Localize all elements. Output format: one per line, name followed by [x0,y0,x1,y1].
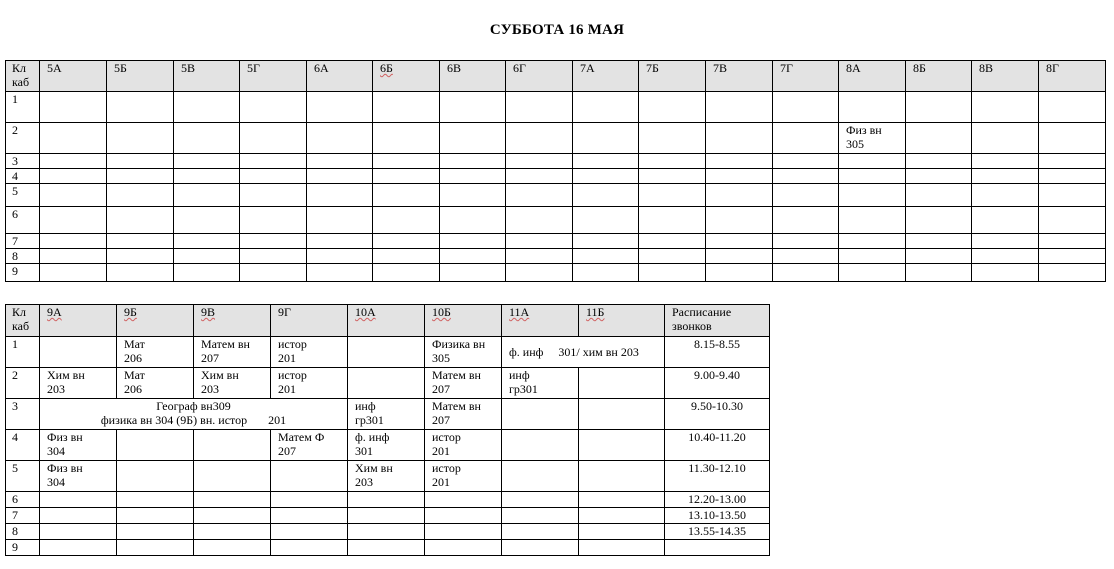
table-row [6,524,770,540]
table-cell [706,249,773,264]
column-header-9g: 9Г [271,305,348,337]
column-header-9: 7Б [639,61,706,92]
column-header-label: 11Б [586,305,605,319]
table-cell [174,234,240,249]
table-cell [1039,249,1106,264]
table-cell [40,207,107,234]
corner-cell: Кл каб [6,61,40,92]
cell-11b [579,368,665,399]
table-cell [573,123,639,154]
table-cell [706,264,773,282]
table-cell [573,154,639,169]
table-cell [506,207,573,234]
table-cell [906,207,972,234]
cell-10b: Матем вн 207 [425,368,502,399]
cell-9g [271,540,348,556]
table-cell [506,169,573,184]
schedule-table-grades-5-8-body [6,61,1106,282]
column-header-4: 6А [307,61,373,92]
cell-9g: истор 201 [271,368,348,399]
column-header-10b [425,305,502,337]
bell-time: 12.20-13.00 [665,492,770,508]
cell-11a [502,540,579,556]
table-cell [40,184,107,207]
table-cell [639,92,706,123]
table-cell [307,123,373,154]
table-cell [706,169,773,184]
table-row [6,264,1106,282]
table-cell [240,264,307,282]
column-header-10a [348,305,425,337]
table-cell [773,123,839,154]
table-cell [906,169,972,184]
cell-10b [425,508,502,524]
cell-11a [502,430,579,461]
table-cell [373,264,440,282]
column-header-label: 10Б [432,305,451,319]
cell-11b [579,524,665,540]
table-cell [972,234,1039,249]
row-number: 9 [6,540,40,556]
table-row [6,123,1106,154]
cell-9a: Хим вн 203 [40,368,117,399]
table-cell [107,249,174,264]
column-header-10: 7В [706,61,773,92]
row-number: 2 [6,368,40,399]
table-cell [639,123,706,154]
table-cell [373,207,440,234]
table-row [6,207,1106,234]
column-header-7: 6Г [506,61,573,92]
table-cell [440,154,506,169]
table-cell [1039,123,1106,154]
column-header-12: 8А [839,61,906,92]
column-header-11a [502,305,579,337]
bell-time: 13.55-14.35 [665,524,770,540]
table-cell [307,264,373,282]
table-cell [40,249,107,264]
table-cell [1039,234,1106,249]
row-number: 1 [6,337,40,368]
cell-10a [348,524,425,540]
table-cell [40,154,107,169]
table-cell [839,207,906,234]
table-cell [1039,184,1106,207]
table-cell [40,264,107,282]
column-header-11: 7Г [773,61,839,92]
table-cell [440,264,506,282]
column-header-9v [194,305,271,337]
table-cell [639,184,706,207]
table-cell [240,92,307,123]
column-header-2: 5В [174,61,240,92]
table-cell [972,184,1039,207]
table-cell [839,264,906,282]
row-number: 8 [6,524,40,540]
cell-10b [425,492,502,508]
column-header-11b [579,305,665,337]
cell-11b [579,492,665,508]
table-cell [506,184,573,207]
cell-9b [117,492,194,508]
table-cell [440,234,506,249]
table-cell [773,264,839,282]
cell-11a [502,461,579,492]
column-header-5 [373,61,440,92]
table-cell [307,92,373,123]
table-cell [906,184,972,207]
cell-9b [117,430,194,461]
table-cell [706,92,773,123]
cell-10b: истор 201 [425,430,502,461]
cell-11a [502,508,579,524]
table-cell [573,264,639,282]
cell-9v [194,492,271,508]
table-cell [839,184,906,207]
table-row [6,540,770,556]
column-header-6: 6В [440,61,506,92]
table-row [6,368,770,399]
table-cell [373,249,440,264]
table-cell [373,234,440,249]
bell-time: 8.15-8.55 [665,337,770,368]
bell-time: 13.10-13.50 [665,508,770,524]
table-cell [307,154,373,169]
schedule-table-grades-5-8 [5,60,1106,282]
column-header-1: 5Б [107,61,174,92]
column-header-8: 7А [573,61,639,92]
cell-11a [502,524,579,540]
row-number: 4 [6,430,40,461]
cell-10b [425,524,502,540]
cell-9v [194,508,271,524]
table-row [6,154,1106,169]
table-cell [906,154,972,169]
table-cell [773,169,839,184]
cell-11b [579,461,665,492]
column-header-bell-schedule: Расписание звонков [665,305,770,337]
cell-9b: Мат 206 [117,368,194,399]
table-cell [773,92,839,123]
row-number: 1 [6,92,40,123]
table-cell [174,123,240,154]
table-cell [972,249,1039,264]
table-cell [373,154,440,169]
table-cell [240,184,307,207]
table-cell [240,154,307,169]
row-number: 8 [6,249,40,264]
cell-9a [40,337,117,368]
table-cell [573,169,639,184]
table-cell [639,207,706,234]
table-cell [440,169,506,184]
table-cell [972,154,1039,169]
bell-time: 10.40-11.20 [665,430,770,461]
table-cell [174,154,240,169]
table-cell [573,234,639,249]
table-cell [1039,207,1106,234]
column-header-0: 5А [40,61,107,92]
table-cell [506,264,573,282]
row-number: 7 [6,508,40,524]
cell-9g [271,508,348,524]
table-row [6,92,1106,123]
cell-11b [579,540,665,556]
cell-10b [425,540,502,556]
cell-10a [348,508,425,524]
cell-10a: Хим вн 203 [348,461,425,492]
table-cell [307,184,373,207]
table-row [6,337,770,368]
page-title: СУББОТА 16 МАЯ [489,22,625,38]
column-header-label: 6Б [380,61,393,75]
table-cell [639,169,706,184]
table-cell [773,184,839,207]
cell-9g: истор 201 [271,337,348,368]
column-header-13: 8Б [906,61,972,92]
cell-9b: Мат 206 [117,337,194,368]
table-cell [639,249,706,264]
cell-10b: истор 201 [425,461,502,492]
table-cell [40,123,107,154]
table-cell [773,234,839,249]
table-row [6,508,770,524]
table-cell [573,207,639,234]
row-number: 3 [6,399,40,430]
cell-9v [194,430,271,461]
bell-time: 9.00-9.40 [665,368,770,399]
table-cell [373,184,440,207]
table-cell [839,249,906,264]
table-cell [240,169,307,184]
cell-10a [348,337,425,368]
column-header-label: 9А [47,305,62,319]
table-cell [307,207,373,234]
table-cell [906,123,972,154]
cell-9a [40,508,117,524]
table-cell [107,234,174,249]
row-number: 9 [6,264,40,282]
cell-10a: ф. инф 301 [348,430,425,461]
cell-9g [271,492,348,508]
table-cell [839,154,906,169]
cell-9b [117,524,194,540]
table-cell [174,92,240,123]
table-cell [440,249,506,264]
table-cell [240,123,307,154]
cell-9v [194,540,271,556]
table-cell [972,207,1039,234]
table-cell [972,123,1039,154]
table-cell [307,249,373,264]
table-cell [107,264,174,282]
table-cell [573,249,639,264]
table-header-row [6,305,770,337]
table-cell [639,154,706,169]
cell-11b [579,399,665,430]
cell-9b [117,540,194,556]
table-cell [506,92,573,123]
table-cell [972,169,1039,184]
column-header-label: 9В [201,305,216,319]
cell-9a [40,540,117,556]
table-cell [440,184,506,207]
table-row [6,461,770,492]
table-cell [107,184,174,207]
table-cell [1039,154,1106,169]
table-cell: Физ вн 305 [839,123,906,154]
table-cell [506,249,573,264]
table-cell [639,264,706,282]
cell-10b: Матем вн 207 [425,399,502,430]
table-row [6,430,770,461]
column-header-3: 5Г [240,61,307,92]
table-cell [639,234,706,249]
table-cell [174,249,240,264]
bell-time: 9.50-10.30 [665,399,770,430]
table-cell [706,234,773,249]
table-cell [706,207,773,234]
cell-9v: Матем вн 207 [194,337,271,368]
cell-11a [502,492,579,508]
row-number: 4 [6,169,40,184]
table-header-row [6,61,1106,92]
schedule-table-grades-9-11 [5,304,770,556]
cell-10b: Физика вн 305 [425,337,502,368]
row-number: 6 [6,207,40,234]
cell-9v: Хим вн 203 [194,368,271,399]
cell-9g [271,461,348,492]
cell-11b [579,508,665,524]
table-cell [174,207,240,234]
table-cell [240,207,307,234]
cell-9v [194,524,271,540]
cell-9a [40,492,117,508]
table-cell [440,123,506,154]
column-header-14: 8В [972,61,1039,92]
row-number: 6 [6,492,40,508]
table-cell [1039,169,1106,184]
table-cell [773,249,839,264]
column-header-9a [40,305,117,337]
table-cell [972,92,1039,123]
table-cell [906,234,972,249]
table-cell [573,184,639,207]
table-cell [174,184,240,207]
table-cell [107,154,174,169]
cell-9v [194,461,271,492]
table-cell [706,123,773,154]
table-cell [373,123,440,154]
row-number: 5 [6,461,40,492]
table-cell [1039,92,1106,123]
table-row [6,234,1106,249]
cell-11a [502,399,579,430]
column-header-label: 10А [355,305,376,319]
cell-9a: Физ вн 304 [40,430,117,461]
column-header-label: 11А [509,305,530,319]
table-row [6,184,1106,207]
cell-10a [348,368,425,399]
cell-10a: инф гр301 [348,399,425,430]
table-cell [107,169,174,184]
table-row [6,399,770,430]
table-cell [906,264,972,282]
cell-11a-11b: ф. инф 301/ хим вн 203 [502,337,665,368]
table-cell [440,92,506,123]
table-cell [906,249,972,264]
cell-9g: Матем Ф 207 [271,430,348,461]
cell-9a: Физ вн 304 [40,461,117,492]
table-cell [373,92,440,123]
table-cell [307,169,373,184]
column-header-15: 8Г [1039,61,1106,92]
bell-time [665,540,770,556]
table-cell [107,92,174,123]
table-cell [506,234,573,249]
table-cell [40,92,107,123]
table-cell [107,123,174,154]
table-cell [307,234,373,249]
corner-cell: Кл каб [6,305,40,337]
table-cell [107,207,174,234]
table-row [6,169,1106,184]
table-cell [506,123,573,154]
table-cell [839,234,906,249]
table-cell [240,249,307,264]
row-number: 3 [6,154,40,169]
table-cell [773,207,839,234]
table-cell [1039,264,1106,282]
row-number: 5 [6,184,40,207]
cell-9a [40,524,117,540]
table-cell [240,234,307,249]
table-cell [40,169,107,184]
cell-9b [117,461,194,492]
table-cell [174,169,240,184]
table-cell [706,184,773,207]
table-cell [40,234,107,249]
table-row [6,492,770,508]
table-cell [972,264,1039,282]
cell-11b [579,430,665,461]
cell-9b [117,508,194,524]
cell-10a [348,492,425,508]
table-cell [839,92,906,123]
row-number: 7 [6,234,40,249]
cell-11a: инф гр301 [502,368,579,399]
table-cell [773,154,839,169]
column-header-label: 9Б [124,305,137,319]
table-cell [573,92,639,123]
cell-10a [348,540,425,556]
cell-9a-9g-merged: Географ вн309 физика вн 304 (9Б) вн. истор 201 [40,399,348,430]
table-cell [440,207,506,234]
table-cell [839,169,906,184]
bell-time: 11.30-12.10 [665,461,770,492]
table-cell [174,264,240,282]
table-row [6,249,1106,264]
cell-9g [271,524,348,540]
table-cell [373,169,440,184]
table-cell [906,92,972,123]
table-cell [706,154,773,169]
table-cell [506,154,573,169]
column-header-9b [117,305,194,337]
row-number: 2 [6,123,40,154]
